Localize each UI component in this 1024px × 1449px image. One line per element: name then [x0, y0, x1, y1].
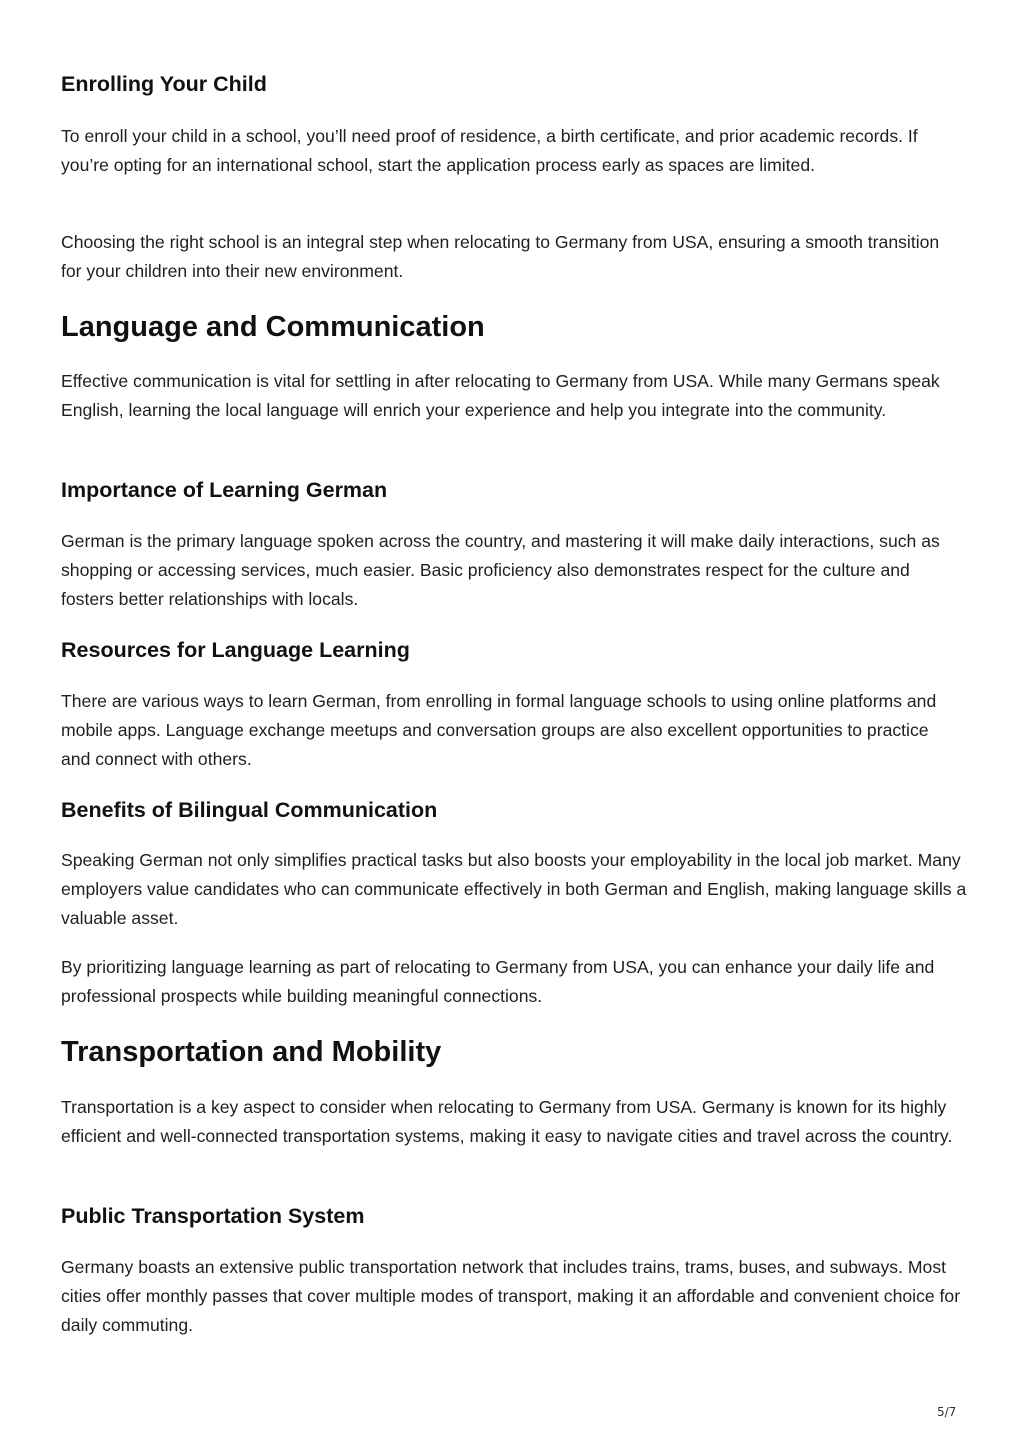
- heading-public-transportation-system: Public Transportation System: [61, 1204, 365, 1228]
- paragraph-benefits-of-bilingual-communication: Speaking German not only simplifies practical tasks but also boosts your employability in the local job market. Many employers value candidates who can communicate effectively in both German and English, making language skills a valuable asset.: [61, 850, 967, 928]
- paragraph-prioritizing-language-learning: By prioritizing language learning as part of relocating to Germany from USA, you can enhance your daily life and professional prospects while building meaningful connections.: [61, 957, 935, 1006]
- paragraph-transportation-intro: Transportation is a key aspect to consider when relocating to Germany from USA. Germany is known for its highly efficient and well-connected transportation systems, making it easy to navigate cities and travel across the country.: [61, 1097, 953, 1146]
- heading-language-and-communication: Language and Communication: [61, 311, 485, 343]
- paragraph-importance-of-learning-german: German is the primary language spoken across the country, and mastering it will make daily interactions, such as shopping or accessing services, much easier. Basic proficiency also demonstrates respect for the culture and fosters better relationships with locals.: [61, 531, 940, 609]
- heading-importance-of-learning-german: Importance of Learning German: [61, 478, 388, 502]
- paragraph-choosing-school: Choosing the right school is an integral step when relocating to Germany from USA, ensuring a smooth transition for your children into their new environment.: [61, 232, 940, 281]
- heading-resources-for-language-learning: Resources for Language Learning: [61, 638, 410, 662]
- heading-benefits-of-bilingual-communication: Benefits of Bilingual Communication: [61, 798, 438, 822]
- page-number: 5/7: [937, 1405, 957, 1419]
- paragraph-resources-for-language-learning: There are various ways to learn German, from enrolling in formal language schools to using online platforms and mobile apps. Language exchange meetups and conversation groups are also excellent opportunities to practice and connect with others.: [61, 691, 937, 769]
- paragraph-language-intro: Effective communication is vital for settling in after relocating to Germany from USA. While many Germans speak English, learning the local language will enrich your experience and help you integrate into the community.: [61, 371, 940, 420]
- heading-enrolling-your-child: Enrolling Your Child: [61, 72, 267, 96]
- paragraph-public-transportation-system: Germany boasts an extensive public transportation network that includes trains, trams, buses, and subways. Most cities offer monthly passes that cover multiple modes of transport, making it an affordable and convenient choice for daily commuting.: [61, 1257, 961, 1335]
- heading-transportation-and-mobility: Transportation and Mobility: [61, 1036, 442, 1068]
- paragraph-enrolling-requirements: To enroll your child in a school, you’ll need proof of residence, a birth certificate, and prior academic records. If you’re opting for an international school, start the application process early as spaces are limited.: [61, 126, 918, 175]
